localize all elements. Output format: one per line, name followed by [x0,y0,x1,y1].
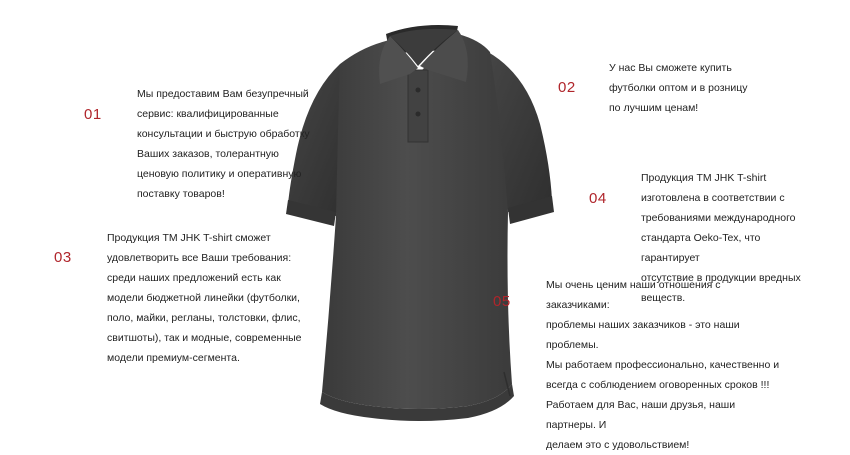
feature-text-05: Мы очень ценим наши отношения с заказчиками: проблемы наших заказчиков - это наши проблемы. Мы работаем профессионально, качественно и всегда с соблюдением оговоренных сроков !!! Работаем для Вас, наши друзья, наши партнеры. И делаем это с удовольствием! [546,279,780,451]
feature-text-03: Продукция ТМ JHK T-shirt сможет удовлетворить все Ваши требования: среди наших предложений есть как модели бюджетной линейки (футболки, поло, майки, регланы, толстовки, флис, свитшоты), так и модные, современные модели премиум-сегмента. [107,232,302,364]
feature-number-02: 02 [558,79,576,96]
feature-number-03: 03 [54,249,72,266]
feature-number-04: 04 [589,190,607,207]
feature-number-01: 01 [84,106,102,123]
feature-text-04: Продукция ТМ JHK T-shirt изготовлена в соответствии с требованиями международного стандарта Oeko-Tex, что гарантирует отсутствие в продукции вредных веществ. [641,172,801,304]
feature-text-02: У нас Вы сможете купить футболки оптом и в розницу по лучшим ценам! [609,62,748,114]
feature-number-05: 05 [493,293,511,310]
polo-shirt-image [268,4,568,437]
feature-text-01: Мы предоставим Вам безупречный сервис: квалифицированные консультации и быструю обработку Ваших заказов, толерантную ценовую политику и оперативную поставку товаров! [137,88,310,200]
